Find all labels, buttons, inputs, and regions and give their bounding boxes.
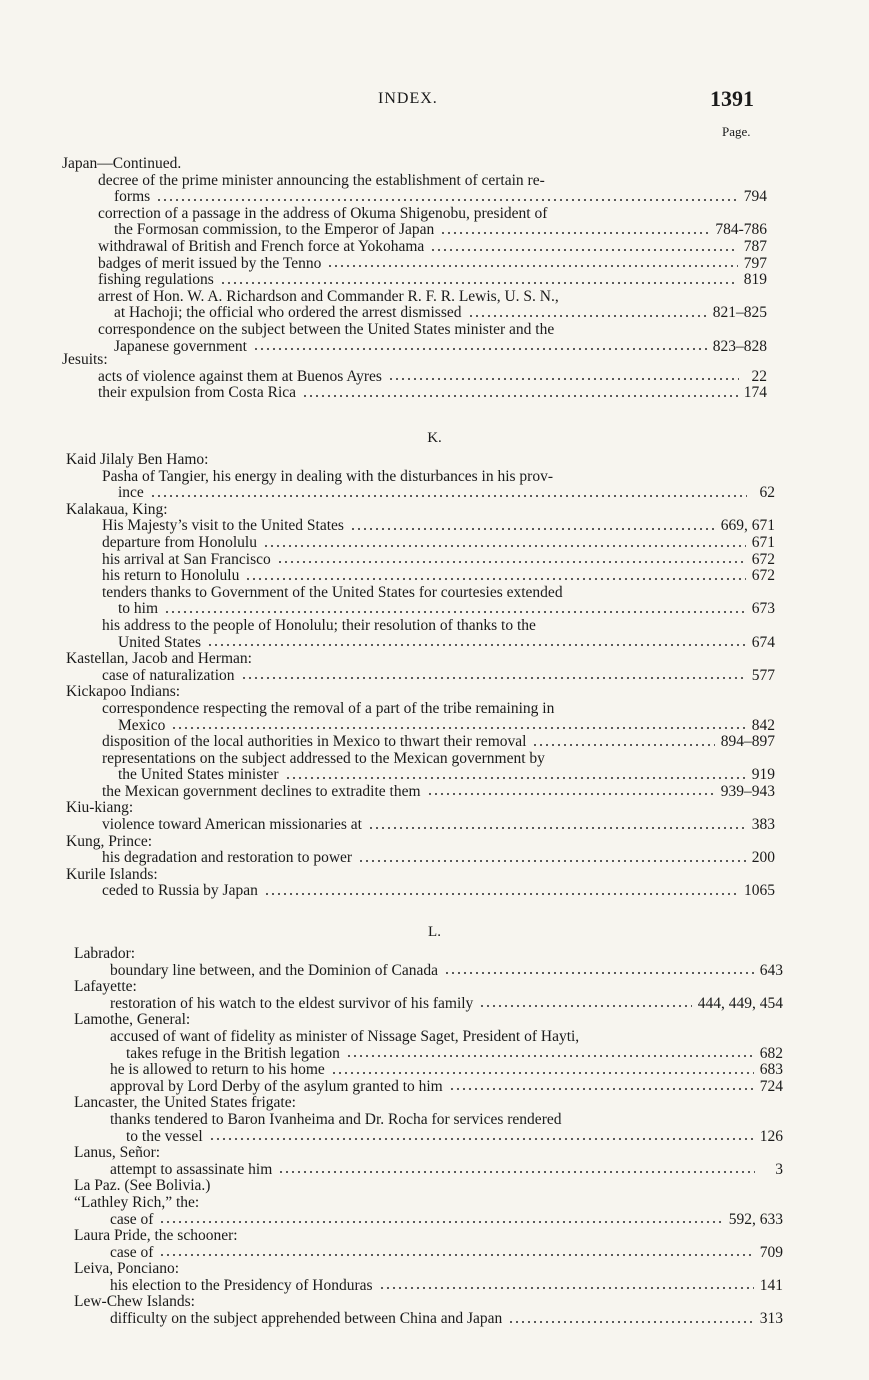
page-reference: 787 [743, 237, 767, 255]
entry-text: the United States minister [118, 766, 279, 784]
entry-line [62, 289, 767, 306]
page-reference: 3 [775, 1160, 783, 1178]
entry-line [62, 189, 767, 206]
entry-line [66, 485, 775, 502]
entry-text: he is allowed to return to his home [110, 1061, 325, 1079]
entry-line [66, 518, 775, 535]
page-reference: 1065 [744, 882, 775, 900]
entry-heading: Kurile Islands: [66, 865, 158, 883]
entry-text: correspondence on the subject between the United States minister and the [98, 320, 555, 338]
leader-dots [159, 1247, 753, 1257]
page-reference: 842 [751, 716, 775, 734]
entry-line [74, 1311, 783, 1328]
entry-text: arrest of Hon. W. A. Richardson and Commander R. F. R. Lewis, U. S. N., [98, 287, 559, 305]
leader-dots [449, 1081, 754, 1091]
leader-dots [427, 786, 715, 796]
entry-line [66, 850, 775, 867]
page-reference: 894–897 [720, 733, 775, 751]
entry-text: thanks tendered to Baron Ivanheima and Dr. Rocha for services rendered [110, 1110, 562, 1128]
leader-dots [479, 998, 691, 1008]
entry-text: correspondence respecting the removal of a part of the tribe remaining in [102, 699, 555, 717]
entry-line [62, 173, 767, 190]
entry-heading: Labrador: [74, 945, 136, 962]
page-reference: 141 [759, 1276, 783, 1294]
leader-dots [220, 275, 738, 285]
entry-text: case of [110, 1210, 154, 1228]
entry-text: departure from Honolulu [102, 533, 257, 551]
entry-heading: Kiu-kiang: [66, 799, 134, 817]
leader-dots [245, 571, 745, 581]
leader-dots [209, 1131, 754, 1141]
entry-line [66, 883, 775, 900]
entry-text: withdrawal of British and French force at Yokohama [98, 237, 425, 255]
entry-text: takes refuge in the British legation [126, 1044, 340, 1062]
leader-dots [278, 1164, 755, 1174]
entry-line [74, 1112, 783, 1129]
entry-heading: Lamothe, General: [74, 1011, 191, 1029]
leader-dots [346, 1048, 754, 1058]
page-reference: 784-786 [715, 221, 767, 239]
entry-text: United States [118, 633, 202, 651]
leader-dots [171, 720, 745, 730]
entry-line [66, 668, 775, 685]
entry-line [62, 206, 767, 223]
leader-dots [430, 242, 737, 252]
page-reference: 126 [759, 1127, 783, 1145]
entry-line [66, 469, 775, 486]
entry-line [74, 1245, 783, 1262]
entry-line [74, 1029, 783, 1046]
page-reference: 592, 633 [728, 1210, 783, 1228]
entry-line [74, 1162, 783, 1179]
entry-line [62, 322, 767, 339]
page-reference: 919 [751, 766, 775, 784]
entry-line [74, 1062, 783, 1079]
entry-text: his arrival at San Francisco [102, 550, 271, 568]
index-block-jesuits [62, 352, 767, 402]
entry-text: case of naturalization [102, 666, 235, 684]
entry-text: his address to the people of Honolulu; their resolution of thanks to the [102, 616, 536, 634]
entry-text: his return to Honolulu [102, 567, 240, 585]
page-reference: 823–828 [712, 337, 767, 355]
entry-heading: Japan—Continued. [62, 155, 182, 172]
leader-dots [302, 388, 738, 398]
entry-text: acts of violence against them at Buenos Ayres [98, 367, 382, 385]
entry-text: ince [118, 484, 144, 502]
entry-line [62, 369, 767, 386]
page-reference: 22 [751, 367, 767, 385]
entry-text: forms [114, 188, 151, 206]
entry-line [66, 585, 775, 602]
entry-text: to him [118, 600, 159, 618]
leader-dots [331, 1065, 754, 1075]
entry-line [66, 535, 775, 552]
entry-text: tenders thanks to Government of the United States for courtesies extended [102, 583, 563, 601]
entry-line [62, 385, 767, 402]
entry-line [66, 568, 775, 585]
entry-line [62, 305, 767, 322]
entry-heading: Kaid Jilaly Ben Hamo: [66, 451, 209, 468]
entry-text: Pasha of Tangier, his energy in dealing with the disturbances in his prov- [102, 467, 554, 485]
entry-line [62, 239, 767, 256]
entry-text: correction of a passage in the address of Okuma Shigenobu, president of [98, 204, 548, 222]
running-head-title: INDEX. [378, 90, 438, 107]
entry-heading: Lanus, Señor: [74, 1144, 161, 1162]
leader-dots [156, 192, 738, 202]
page-reference: 724 [759, 1077, 783, 1095]
leader-dots [508, 1314, 753, 1324]
page-reference: 683 [759, 1061, 783, 1079]
entry-line [66, 817, 775, 834]
entry-line [66, 618, 775, 635]
running-head [0, 86, 869, 116]
entry-text: restoration of his watch to the eldest survivor of his family [110, 994, 474, 1012]
index-block-japan [62, 156, 767, 355]
page-reference: 674 [751, 633, 775, 651]
page-number: 1391 [710, 86, 754, 111]
entry-line [74, 996, 783, 1013]
page-reference: 672 [751, 550, 775, 568]
page-reference: 383 [751, 816, 775, 834]
leader-dots [358, 853, 746, 863]
entry-heading: Lew-Chew Islands: [74, 1293, 195, 1311]
entry-text: disposition of the local authorities in Mexico to thwart their removal [102, 733, 527, 751]
entry-line [66, 718, 775, 735]
leader-dots [444, 965, 754, 975]
entry-heading: Kastellan, Jacob and Herman: [66, 650, 252, 668]
leader-dots [159, 1214, 722, 1224]
entry-text: difficulty on the subject apprehended between China and Japan [110, 1310, 503, 1328]
entry-heading: “Lathley Rich,” the: [74, 1193, 200, 1211]
entry-heading: Kung, Prince: [66, 832, 153, 850]
entry-text: their expulsion from Costa Rica [98, 384, 297, 402]
entry-line [74, 1212, 783, 1229]
entry-line [66, 701, 775, 718]
entry-line [66, 767, 775, 784]
leader-dots [468, 308, 707, 318]
page-reference: 939–943 [720, 782, 775, 800]
page-reference: 671 [751, 533, 775, 551]
entry-line [66, 601, 775, 618]
page-reference: 174 [743, 384, 767, 402]
entry-text: his election to the Presidency of Honduras [110, 1276, 373, 1294]
leader-dots [440, 225, 709, 235]
entry-text: decree of the prime minister announcing the establishment of certain re- [98, 171, 545, 189]
entry-line [74, 963, 783, 980]
leader-dots [150, 488, 747, 498]
page-reference: 682 [759, 1044, 783, 1062]
entry-text: approval by Lord Derby of the asylum granted to him [110, 1077, 443, 1095]
section-letter-l: L. [428, 924, 441, 940]
entry-line [74, 1079, 783, 1096]
page-reference: 673 [751, 600, 775, 618]
leader-dots [241, 670, 746, 680]
leader-dots [379, 1280, 754, 1290]
entry-text: the Formosan commission, to the Emperor of Japan [114, 221, 435, 239]
leader-dots [285, 770, 746, 780]
leader-dots [350, 521, 715, 531]
entry-text: fishing regulations [98, 271, 214, 289]
entry-line [66, 635, 775, 652]
section-letter-k: K. [427, 430, 442, 446]
entry-heading: Laura Pride, the schooner: [74, 1227, 238, 1245]
entry-text: boundary line between, and the Dominion of Canada [110, 961, 438, 979]
page-reference: 797 [743, 254, 767, 272]
page-reference: 821–825 [712, 304, 767, 322]
entry-line [62, 272, 767, 289]
entry-heading: Kalakaua, King: [66, 500, 168, 518]
entry-heading: Lafayette: [74, 978, 137, 996]
page-reference: 313 [759, 1310, 783, 1328]
page-reference: 669, 671 [720, 517, 775, 535]
entry-heading: Kickapoo Indians: [66, 683, 181, 701]
leader-dots [277, 554, 746, 564]
page-reference: 444, 449, 454 [697, 994, 783, 1012]
page-reference: 643 [759, 961, 783, 979]
page-reference: 200 [751, 849, 775, 867]
page-column-label: Page. [722, 124, 751, 139]
entry-text: the Mexican government declines to extradite them [102, 782, 421, 800]
entry-heading: Lancaster, the United States frigate: [74, 1094, 296, 1112]
entry-text: accused of want of fidelity as minister of Nissage Saget, President of Hayti, [110, 1027, 580, 1045]
leader-dots [164, 604, 746, 614]
entry-text: Mexico [118, 716, 166, 734]
entry-text: ceded to Russia by Japan [102, 882, 258, 900]
entry-heading: Leiva, Ponciano: [74, 1260, 180, 1278]
entry-text: his degradation and restoration to power [102, 849, 353, 867]
entry-text: His Majesty’s visit to the United States [102, 517, 344, 535]
entry-line [66, 784, 775, 801]
entry-line [62, 256, 767, 273]
entry-line [62, 222, 767, 239]
entry-text: badges of merit issued by the Tenno [98, 254, 322, 272]
entry-text: Japanese government [114, 337, 247, 355]
page-reference: 672 [751, 567, 775, 585]
entry-heading: La Paz. (See Bolivia.) [74, 1177, 211, 1195]
leader-dots [532, 737, 714, 747]
leader-dots [207, 637, 746, 647]
entry-text: attempt to assassinate him [110, 1160, 273, 1178]
page-reference: 794 [743, 188, 767, 206]
entry-text: violence toward American missionaries at [102, 816, 362, 834]
leader-dots [264, 886, 738, 896]
entry-text: representations on the subject addressed to the Mexican government by [102, 749, 545, 767]
leader-dots [327, 258, 737, 268]
entry-line [66, 552, 775, 569]
entry-line [74, 1278, 783, 1295]
page-reference: 709 [759, 1243, 783, 1261]
entry-text: case of [110, 1243, 154, 1261]
entry-text: to the vessel [126, 1127, 203, 1145]
page-reference: 577 [751, 666, 775, 684]
leader-dots [368, 820, 746, 830]
entry-line [74, 1046, 783, 1063]
entry-line [66, 734, 775, 751]
entry-heading: Jesuits: [62, 351, 108, 368]
leader-dots [263, 538, 746, 548]
leader-dots [388, 371, 739, 381]
index-block-k [66, 452, 775, 900]
entry-text: at Hachoji; the official who ordered the arrest dismissed [114, 304, 462, 322]
leader-dots [253, 341, 707, 351]
entry-line [66, 751, 775, 768]
index-block-l [74, 946, 783, 1328]
page-reference: 62 [759, 484, 775, 502]
entry-line [74, 1129, 783, 1146]
page-reference: 819 [743, 271, 767, 289]
